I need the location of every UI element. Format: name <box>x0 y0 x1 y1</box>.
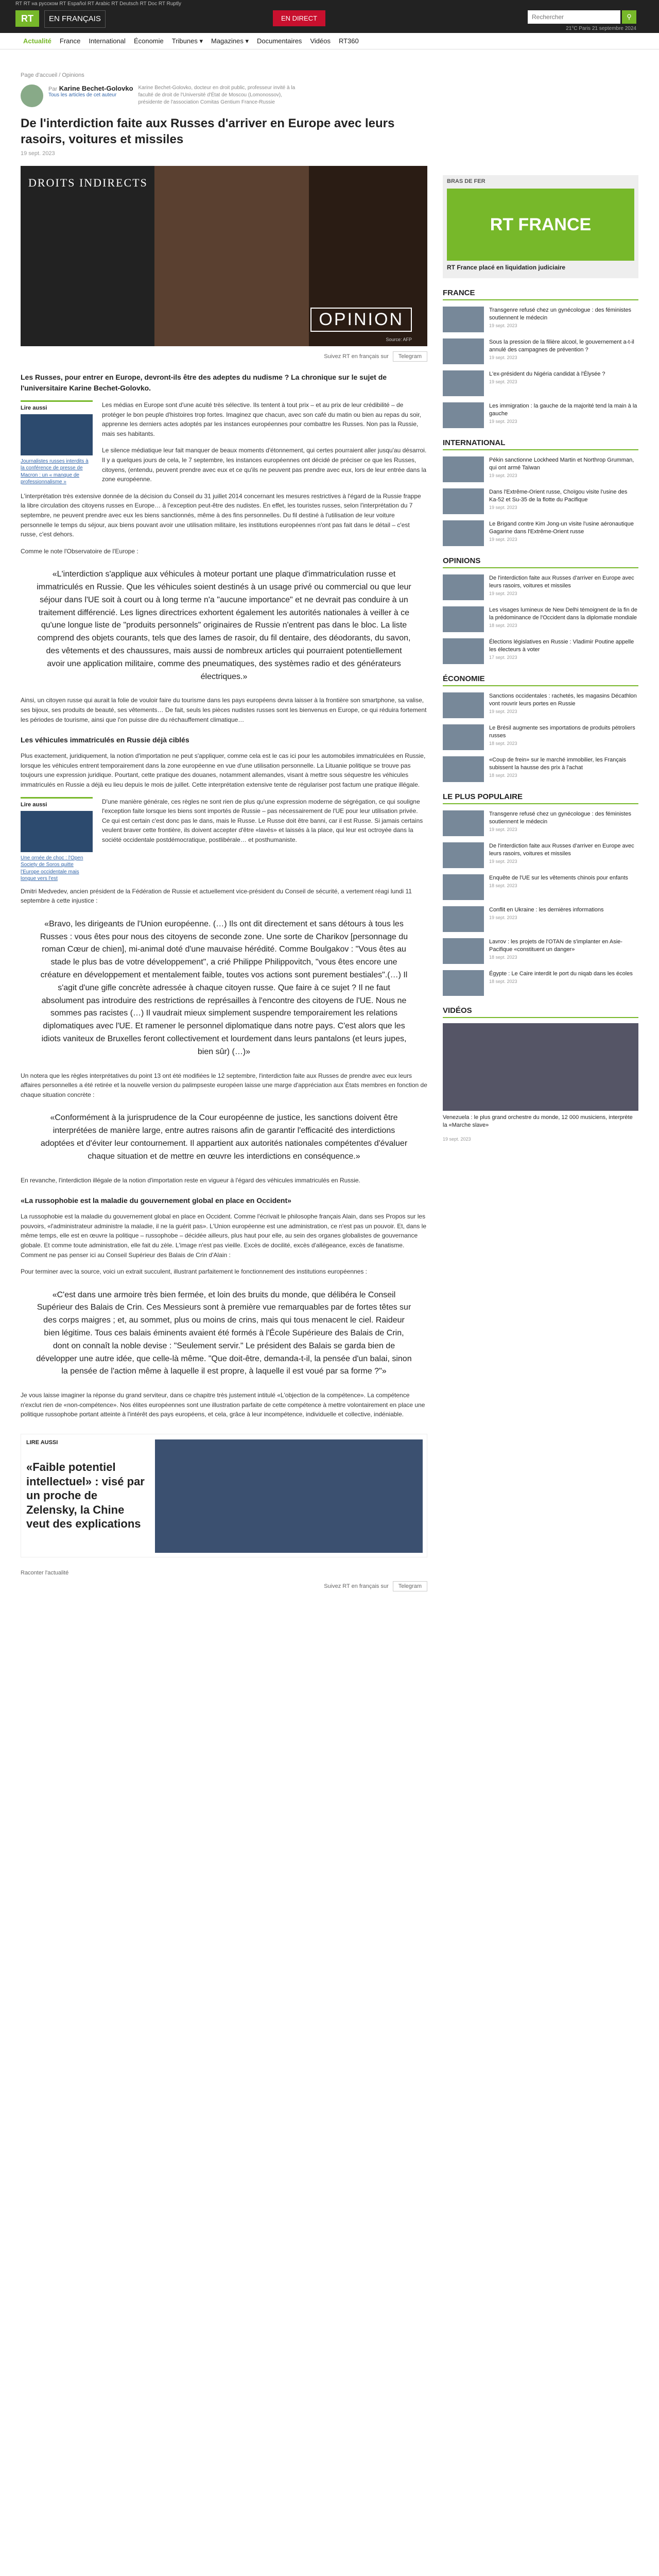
paragraph: D'une manière générale, ces règles ne sont rien de plus qu'une expression moderne de ségrégation, ce qui souligne l'exception faite lorsque les biens sont importés de Russie – pas nécessairement de l'UE pour leur utilisation privée. Ce qui est certain c'est donc pas le dans, mais le Russe. Le Russe doit être banni, car il est Russe. Si jamais certains veulent braver cette frontière, ils doivent accepter d'être «lavés» et laissés à la place, qui leur est octroyée dans la société occidentale postdémocratique, postlibérale… et posthumaniste. <box>102 798 423 843</box>
section-title-videos[interactable]: VIDÉOS <box>443 1006 638 1018</box>
paragraph: L'interprétation très extensive donnée de la décision du Conseil du 31 juillet 2014 concernant les mesures restrictives à l'égard de la Russie frappe la libre circulation des citoyens russes en Europe… à l'exception peut-être des nudistes. En effet, les touristes russes, selon l'interprétation du 7 septembre, ne peuvent prendre avec eux les biens sanctionnés, même à des fins personnelles. Du fil destiné à l'utilisation de leur voiture personnelle le temps du séjour, aux biens pouvant avoir une utilisation militaire, les institutions européennes n'ont pas fait dans le détail – c'est russe, c'est dehors. <box>21 492 421 538</box>
nav-documentaires[interactable]: Documentaires <box>257 37 302 45</box>
sidebar-story[interactable] <box>443 338 638 364</box>
hero-credit: Source: AFP <box>386 337 412 343</box>
story-date: 19 sept. 2023 <box>489 858 517 864</box>
video-thumbnail[interactable] <box>443 1023 638 1111</box>
telegram-button[interactable]: Telegram <box>393 1581 427 1591</box>
paragraph: Comme le note l'Observatoire de l'Europe : <box>21 547 138 555</box>
paragraph: Dmitri Medvedev, ancien président de la Fédération de Russie et actuellement vice-président du Conseil de sécurité, a vertement réagi lundi 11 septembre à cette injustice : <box>21 887 412 905</box>
nav-international[interactable]: International <box>89 37 126 45</box>
story-title[interactable]: Transgenre refusé chez un gynécologue : des féministes soutiennent le médecin <box>489 811 631 825</box>
story-date: 19 sept. 2023 <box>489 472 517 478</box>
sidebar-story[interactable] <box>443 606 638 632</box>
story-date: 17 sept. 2023 <box>489 654 517 660</box>
subheading: Les véhicules immatriculés en Russie déjà ciblés <box>21 736 189 744</box>
article-lead: Les Russes, pour entrer en Europe, devront-ils être des adeptes du nudisme ? La chronique sur le sujet de l'universitaire Karine Bechet-Golovko. <box>21 373 387 392</box>
nav-economie[interactable]: Économie <box>133 37 164 45</box>
story-date: 18 sept. 2023 <box>489 883 517 888</box>
story-thumbnail[interactable] <box>443 370 484 396</box>
paragraph: Je vous laisse imaginer la réponse du grand serviteur, dans ce chapitre très justement intitulé «L'objection de la compétence». La compétence n'exclut rien de «non-compétence». Nos élites européennes sont une illustration parfaite de cette compétence à mettre volontairement en place une politique russophobe portant atteinte à l'intérêt des pays européens, et cela, grâce à leur incompétence, individuelle et collective, indéniable. <box>21 1392 425 1418</box>
author-name[interactable]: Karine Bechet-Golovko <box>59 84 133 92</box>
paragraph: En revanche, l'interdiction illégale de la notion d'importation reste en vigueur à l'égard des véhicules immatriculés en Russie. <box>21 1176 360 1184</box>
article-date: 19 sept. 2023 <box>21 150 55 157</box>
paragraph: Plus exactement, juridiquement, la notion d'importation ne peut s'appliquer, comme cela est le cas ici pour les automobiles immatriculées en Russie, lorsque les véhicules entrent temporairement dans la zone européenne en vue d'une utilisation personnelle. La Lituanie politique se trouve pas toujours une expression juridique. Pourtant, cette pratique des douanes, notamment allemandes, visant à mettre sous séquestre les véhicules immatriculés en Russie a déjà eu lieu depuis le mois de juillet. Cette interprétation extensive tente de régulariser post factum une pratique illégale. <box>21 752 426 789</box>
paragraph: Ainsi, un citoyen russe qui aurait la folie de vouloir faire du tourisme dans les pays européens devra laisser à la frontière son smartphone, sa valise, ses bijoux, ses produits de beauté, ses vêtements… De fait, seuls les pièces nudistes russes sont les bienvenus en Europe, ce qui réduira fortement les périodes de tourisme, ainsi que l'on puisse dire du réchauffement climatique… <box>21 697 427 723</box>
story-title[interactable]: Les visages lumineux de New Delhi témoignent de la fin de la prédominance de l'Occident dans la diplomatie mondiale <box>489 607 637 621</box>
story-title[interactable]: Pékin sanctionne Lockheed Martin et Northrop Grumman, qui ont armé Taïwan <box>489 457 634 471</box>
author-description: Karine Bechet-Golovko, docteur en droit public, professeur invité à la faculté de droit de l'Université d'État de Moscou (Lomonossov), présidente de l'association Comitas Gentium France-Russie <box>138 85 296 105</box>
sidebar-story[interactable] <box>443 520 638 546</box>
story-thumbnail[interactable] <box>443 307 484 332</box>
main-nav <box>0 33 659 49</box>
story-thumbnail[interactable] <box>443 756 484 782</box>
section-title-popular: LE PLUS POPULAIRE <box>443 792 638 804</box>
rt-logo[interactable]: RT <box>15 10 39 27</box>
section-title-opinions[interactable]: OPINIONS <box>443 556 638 568</box>
paragraph: Le silence médiatique leur fait manquer de beaux moments d'étonnement, qui certes pourraient aller jusqu'au désarroi. Il y a quelques jours de cela, le 7 septembre, les instances européennes ont décidé de préciser ce que les Russes, citoyens, (entendu, peuvent prendre avec eux et ce qu'ils ne peuvent pas prendre avec eux, lors de leur entrée dans la zone européenne. <box>102 447 427 483</box>
nav-tribunes[interactable]: Tribunes ▾ <box>171 37 203 45</box>
sidebar-story[interactable] <box>443 307 638 332</box>
breadcrumb[interactable]: Page d'accueil / Opinions <box>21 72 84 78</box>
quote: «L'interdiction s'applique aux véhicules à moteur portant une plaque d'immatriculation russe et immatriculés en Russie. Que les véhicules soient destinés à un usage privé ou commercial ou que leur séjour dans l'UE soit à court ou à long terme n'a "aucune importance" et ne devrait pas conduire à un traitement différencié. Les lignes directrices exhortent également les autorités nationales à veiller à ce qu'une longue liste de "produits personnels" originaires de Russie n'entrent pas dans le bloc. La liste comprend des objets courants, tels que des lames de rasoir, du fil dentaire, des déodorants, du savon, des vêtements et des chaussures, mais aussi de nombreux articles qui pourraient potentiellement avoir une application militaire, comme des pneumatiques, des systèmes radio et des générateurs électriques.» <box>37 570 411 681</box>
sidebar-story[interactable] <box>443 756 638 782</box>
section-title-economie[interactable]: ÉCONOMIE <box>443 674 638 686</box>
sidebar-story[interactable] <box>443 724 638 750</box>
read-also-title: Lire aussi <box>21 404 47 411</box>
story-date: 18 sept. 2023 <box>489 954 517 960</box>
story-title[interactable]: Égypte : Le Caire interdit le port du niqab dans les écoles <box>489 971 633 977</box>
language-label[interactable]: EN FRANÇAIS <box>44 10 106 28</box>
story-date: 18 sept. 2023 <box>489 622 517 628</box>
story-thumbnail[interactable] <box>443 402 484 428</box>
story-thumbnail[interactable] <box>443 938 484 964</box>
story-title[interactable]: De l'interdiction faite aux Russes d'arriver en Europe avec leurs rasoirs, voitures et missiles <box>489 575 634 589</box>
story-title[interactable]: Les immigration : la gauche de la majorité tend la main à la gauche <box>489 403 637 417</box>
sidebar-story[interactable] <box>443 638 638 664</box>
sidebar-story[interactable] <box>443 456 638 482</box>
story-title[interactable]: Transgenre refusé chez un gynécologue : des féministes soutiennent le médecin <box>489 307 631 321</box>
story-title[interactable]: Enquête de l'UE sur les vêtements chinois pour enfants <box>489 875 628 881</box>
top-bar <box>0 0 659 33</box>
story-date: 19 sept. 2023 <box>489 536 517 542</box>
read-also-feature-link[interactable]: «Faible potentiel intellectuel» : visé par un proche de Zelensky, la Chine veut des explications <box>26 1461 145 1531</box>
subheading: «La russophobie est la maladie du gouvernement global en place en Occident» <box>21 1196 291 1205</box>
search-icon[interactable]: ⚲ <box>622 10 636 24</box>
story-thumbnail[interactable] <box>443 970 484 996</box>
back-link[interactable]: Raconter l'actualité <box>21 1570 69 1577</box>
story-date: 19 sept. 2023 <box>489 354 517 360</box>
quote: «Bravo, les dirigeants de l'Union européenne. (…) Ils ont dit directement et sans détours à tous les Russes : vous êtes pour nous des citoyens de seconde zone. Une sorte de Charikov [personnage du roman Cœur de chien], mi-animal doté d'une mauvaise hérédité. Comme Boulgakov : "Vous êtes au stade le plus bas de votre développement", a crié Philippe Philippovitch, "vous êtes encore une créature en développement et mentalement faible, toutes vos actions sont purement bestiales".(…) Il s'agit d'une gifle concrète adressée à chaque citoyen russe. Que faire à ce sujet ? Il ne faut absolument pas introduire des restrictions de représailles à l'encontre des citoyens de l'UE. Nous ne sommes pas racistes (…) Il vaudrait mieux simplement suspendre temporairement les relations diplomatiques avec l'UE. Et ramener le personnel diplomatique dans notre pays. C'est alors que les idiots vaniteux de Bruxelles feront collectivement et lourdement dans leurs pantalons (et leurs jupes, bien sûr) (…)» <box>40 919 408 1056</box>
telegram-button[interactable]: Telegram <box>393 351 427 362</box>
sidebar-story[interactable] <box>443 906 638 932</box>
story-thumbnail[interactable] <box>443 574 484 600</box>
story-title[interactable]: De l'interdiction faite aux Russes d'arriver en Europe avec leurs rasoirs, voitures et missiles <box>489 843 634 857</box>
author-label: Par <box>48 86 58 92</box>
nav-videos[interactable]: Vidéos <box>310 37 331 45</box>
story-title[interactable]: Sanctions occidentales : rachetés, les magasins Décathlon vont rouvrir leurs portes en Russie <box>489 693 637 707</box>
share-bar <box>21 351 427 362</box>
network-links[interactable]: RT RT на русском RT Español RT Arabic RT Deutsch RT Doc RT Ruptly <box>15 1 181 7</box>
read-also-link[interactable]: Une ornée de choc : l'Open Society de Soros quitte l'Europe occidentale mais longue vers l'est <box>21 855 83 882</box>
story-thumbnail[interactable] <box>443 638 484 664</box>
story-title[interactable]: «Coup de frein» sur le marché immobilier, les Français subissent la hausse des prix à l'achat <box>489 757 626 771</box>
article-column <box>21 72 427 1591</box>
read-also-feature-image[interactable] <box>155 1439 423 1553</box>
story-date: 18 sept. 2023 <box>489 772 517 778</box>
story-thumbnail[interactable] <box>443 488 484 514</box>
story-thumbnail[interactable] <box>443 520 484 546</box>
story-title[interactable]: Élections législatives en Russie : Vladimir Poutine appelle les électeurs à voter <box>489 639 634 653</box>
weather-date: 21°C Paris 21 septembre 2024 <box>566 26 636 31</box>
sidebar-story[interactable] <box>443 574 638 600</box>
story-title[interactable]: Conflit en Ukraine : les dernières informations <box>489 907 604 913</box>
sidebar-story[interactable] <box>443 402 638 428</box>
story-thumbnail[interactable] <box>443 906 484 932</box>
sidebar-story[interactable] <box>443 370 638 396</box>
story-thumbnail[interactable] <box>443 338 484 364</box>
paragraph: Un notera que les règles interprétatives du point 13 ont été modifiées le 12 septembre, l'interdiction faite aux Russes de prendre avec eux leurs affaires personnelles a été retirée et la nouvelle version du palimpseste européen laisse une marge d'appréciation aux États membres en fonction de chaque situation concrète : <box>21 1072 427 1098</box>
video-caption[interactable]: Venezuela : le plus grand orchestre du monde, 12 000 musiciens, interprète la «Marche slave» <box>443 1114 633 1128</box>
share-label: Suivez RT en français sur <box>324 353 389 360</box>
paragraph: Pour terminer avec la source, voici un extrait succulent, illustrant parfaitement le fonctionnement des institutions européennes : <box>21 1268 368 1276</box>
video-date: 19 sept. 2023 <box>443 1136 471 1142</box>
story-date: 19 sept. 2023 <box>489 826 517 832</box>
story-title[interactable]: Sous la pression de la filière alcool, le gouvernement a-t-il annulé des campagnes de prévention ? <box>489 339 634 353</box>
story-title[interactable]: Le Brésil augmente ses importations de produits pétroliers russes <box>489 725 635 739</box>
share-label: Suivez RT en français sur <box>324 1583 389 1590</box>
quote: «C'est dans une armoire très bien fermée, et loin des bruits du monde, que délibéra le Conseil Supérieur des Balais de Crin. Ces Messieurs sont à première vue remarquables par de fortes têtes sur des corps maigres ; et, au sommet, plus ou moins de crins, mais qui tous menacent le ciel. Raideur bien légitime. Tous ces balais éminents avaient été formés à l'École Supérieure des Balais de Crin, dont on connaît la noble devise : "Seulement servir." Le président des Balais se garda bien de développer une autre idée, que celle-là même. "Que doit-être, demanda-t-il, la pensée d'un balai, sinon la pensée de l'action même à laquelle il est propre, à laquelle il est voué par sa forme ?"» <box>36 1290 412 1376</box>
sidebar-story[interactable] <box>443 810 638 836</box>
sidebar-story[interactable] <box>443 970 638 996</box>
story-date: 19 sept. 2023 <box>489 590 517 596</box>
read-also-title: Lire aussi <box>21 801 47 808</box>
read-also-feature[interactable] <box>21 1434 427 1557</box>
story-thumbnail[interactable] <box>443 456 484 482</box>
read-also-image[interactable] <box>21 414 93 455</box>
story-date: 19 sept. 2023 <box>489 708 517 714</box>
story-thumbnail[interactable] <box>443 842 484 868</box>
sidebar-story[interactable] <box>443 874 638 900</box>
author-box <box>21 84 427 107</box>
story-thumbnail[interactable] <box>443 692 484 718</box>
story-date: 18 sept. 2023 <box>489 740 517 746</box>
read-also-feature-title: LIRE AUSSI <box>26 1439 58 1446</box>
read-also-link[interactable]: Journalistes russes interdits à la conférence de presse de Macron : un « manque de professionnalisme » <box>21 458 89 485</box>
nav-france[interactable]: France <box>59 37 81 45</box>
opinion-badge: OPINION <box>310 308 412 332</box>
story-thumbnail[interactable] <box>443 606 484 632</box>
sidebar-story[interactable] <box>443 842 638 868</box>
featured-caption[interactable]: RT France placé en liquidation judiciaire <box>447 264 566 271</box>
story-date: 19 sept. 2023 <box>489 914 517 920</box>
read-also-box[interactable] <box>21 400 93 486</box>
sidebar-story[interactable] <box>443 488 638 514</box>
live-button[interactable]: EN DIRECT <box>273 10 325 26</box>
paragraph: La russophobie est la maladie du gouvernement global en place en Occident. Comme l'écrivait le philosophe français Alain, dans ses Propos sur les pouvoirs, «l'administrateur administre la maladie, il ne la guérit pas». L'Union européenne est une administration, ce n'est pas un pouvoir. Et, dans le même temps, elle est en œuvre la politique – russophobe – décidée ailleurs, plus haut pour elle, au sein des organes globalistes de gouvernance globale. Et comme toute administration, elle fait du zèle. L'image n'est pas vieille. Excès de docilité, excès d'allégeance, excès de fanatisme. Comment ne pas penser ici au Conseil Supérieur des Balais de Crin d'Alain : <box>21 1213 426 1259</box>
featured-banner[interactable]: RT FRANCE <box>447 189 634 261</box>
featured-head: BRAS DE FER <box>447 178 485 184</box>
section-title-international[interactable]: INTERNATIONAL <box>443 438 638 450</box>
author-avatar[interactable] <box>21 84 43 107</box>
paragraph: Les médias en Europe sont d'une acuité très sélective. Ils tentent à tout prix – et au prix de leur crédibilité – de protéger le bon peuple d'histoires trop fortes. Imaginez que chacun, avec son café du matin ou bien au repas du soir, apprenne les derniers actes adoptés par les instances européennes pour combattre les Russes. Non pas la Russie, mais ses habitants. <box>102 401 422 437</box>
search-input[interactable] <box>528 10 620 24</box>
story-date: 19 sept. 2023 <box>489 504 517 510</box>
share-bar-bottom <box>21 1581 427 1591</box>
story-title[interactable]: Dans l'Extrême-Orient russe, Choïgou visite l'usine des Kа-52 et Su-35 de la flotte du Pacifique <box>489 489 628 503</box>
quote: «Conformément à la jurisprudence de la Cour européenne de justice, les sanctions doivent être interprétées de manière large, entre autres raisons afin de garantir l'efficacité des interdictions adoptées et d'éviter leur contournement. Il appartient aux autorités nationales compétentes d'évaluer chaque situation et de mettre en œuvre les interdictions en conséquence.» <box>40 1113 408 1161</box>
article-title: De l'interdiction faite aux Russes d'arriver en Europe avec leurs rasoirs, voitures et missiles <box>21 116 395 147</box>
story-title[interactable]: L'ex-président du Nigéria candidat à l'Élysée ? <box>489 371 605 377</box>
section-title-france[interactable]: FRANCE <box>443 289 638 300</box>
nav-magazines[interactable]: Magazines ▾ <box>211 37 249 45</box>
hero-image <box>21 166 427 346</box>
nav-rt360[interactable]: RT360 <box>338 37 359 45</box>
read-also-image[interactable] <box>21 811 93 852</box>
sidebar <box>443 175 638 1142</box>
sidebar-story[interactable] <box>443 938 638 964</box>
story-thumbnail[interactable] <box>443 874 484 900</box>
story-title[interactable]: Lavrov : les projets de l'OTAN de s'implanter en Asie-Pacifique «constituent un danger» <box>489 939 622 953</box>
story-title[interactable]: Le Brigand contre Kim Jong-un visite l'usine aéronautique Gagarine dans l'Extrême-Orient russe <box>489 521 634 535</box>
nav-actualite[interactable]: Actualité <box>23 37 51 45</box>
hero-tag: DROITS INDIRECTS <box>28 176 148 190</box>
story-date: 19 sept. 2023 <box>489 323 517 328</box>
story-date: 19 sept. 2023 <box>489 418 517 424</box>
featured-box[interactable] <box>443 175 638 278</box>
story-date: 19 sept. 2023 <box>489 379 517 384</box>
read-also-box[interactable] <box>21 797 93 883</box>
story-thumbnail[interactable] <box>443 810 484 836</box>
story-thumbnail[interactable] <box>443 724 484 750</box>
author-all-articles[interactable]: Tous les articles de cet auteur <box>48 92 117 98</box>
story-date: 18 sept. 2023 <box>489 978 517 984</box>
sidebar-story[interactable] <box>443 692 638 718</box>
